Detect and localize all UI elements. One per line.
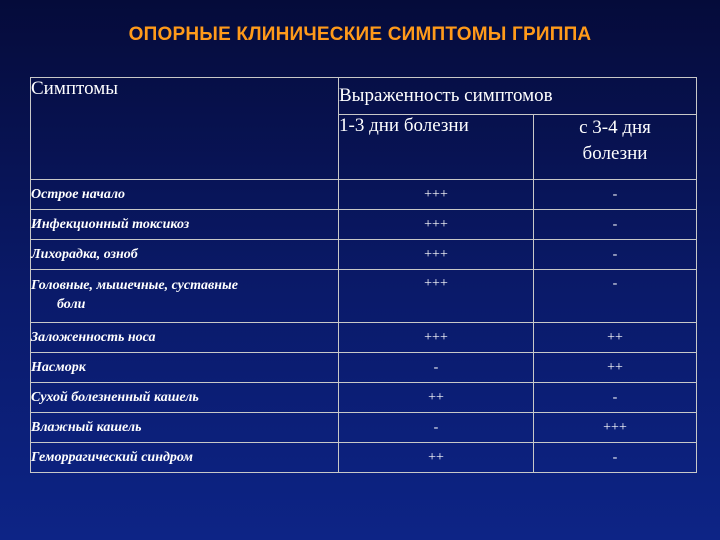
symptom-name: Инфекционный токсикоз [31,210,339,240]
symptom-name: Острое начало [31,180,339,210]
header-severity: Выраженность симптомов [339,78,697,115]
table-row [31,270,697,323]
severity-from-day-3-4: ++ [534,353,697,383]
header-days-1-3: 1-3 дни болезни [339,115,534,180]
header-from-day-3-4 [534,115,697,180]
severity-days-1-3: +++ [339,323,534,353]
header-from-day-3-4-line2: болезни [582,143,648,164]
severity-days-1-3: +++ [339,270,534,323]
symptom-name: Влажный кашель [31,413,339,443]
severity-from-day-3-4: - [534,270,697,323]
severity-days-1-3: - [339,413,534,443]
severity-from-day-3-4: - [534,383,697,413]
header-row [31,78,697,115]
severity-days-1-3: +++ [339,210,534,240]
severity-from-day-3-4: - [534,210,697,240]
severity-days-1-3: +++ [339,240,534,270]
header-from-day-3-4-line1: с 3-4 дня [579,117,651,138]
header-symptoms: Симптомы [31,78,339,180]
symptom-name-line1: Головные, мышечные, суставные [31,278,238,293]
table-row [31,383,697,413]
severity-from-day-3-4: - [534,240,697,270]
table-row [31,240,697,270]
symptom-name: Сухой болезненный кашель [31,383,339,413]
symptom-name: Насморк [31,353,339,383]
table-row [31,210,697,240]
symptoms-table [30,77,697,473]
slide-title: ОПОРНЫЕ КЛИНИЧЕСКИЕ СИМПТОМЫ ГРИППА [128,24,592,45]
symptom-name: Геморрагический синдром [31,443,339,473]
table-row [31,353,697,383]
severity-from-day-3-4: ++ [534,323,697,353]
symptom-name-line2: боли [57,297,86,312]
symptom-name: Лихорадка, озноб [31,240,339,270]
severity-from-day-3-4: - [534,180,697,210]
severity-days-1-3: ++ [339,443,534,473]
table-row [31,323,697,353]
severity-days-1-3: +++ [339,180,534,210]
severity-from-day-3-4: +++ [534,413,697,443]
severity-days-1-3: - [339,353,534,383]
severity-from-day-3-4: - [534,443,697,473]
table-row [31,443,697,473]
table-row [31,413,697,443]
severity-days-1-3: ++ [339,383,534,413]
symptom-name [31,270,339,323]
table-row [31,180,697,210]
symptom-name: Заложенность носа [31,323,339,353]
